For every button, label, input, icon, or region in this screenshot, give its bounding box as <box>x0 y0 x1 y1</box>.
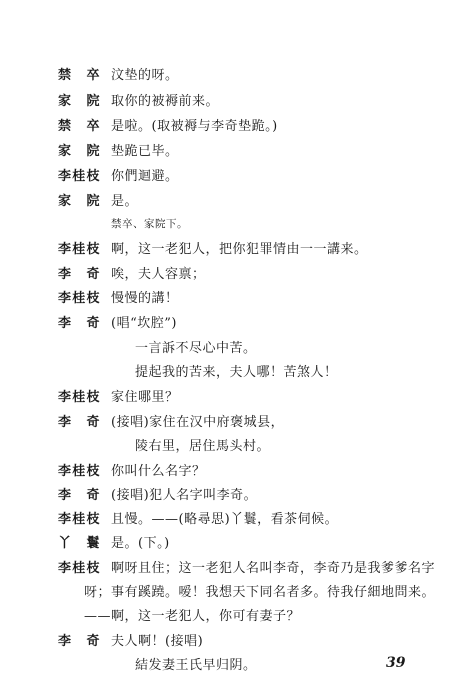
speaker-name: 家 院 <box>58 143 100 159</box>
dialogue-text: 啊，这一老犯人，把你犯罪情由一一講来。 <box>111 241 368 257</box>
dialogue-text: 是。(下。) <box>111 535 170 551</box>
dialogue-text: 你們迴避。 <box>111 168 179 184</box>
dialogue-text: (接唱)家住在汉中府褒城县， <box>111 414 285 430</box>
dialogue-text: 且慢。——(略尋思)丫鬟，看茶伺候。 <box>111 511 339 527</box>
speaker-name: 李桂枝 <box>58 463 100 479</box>
speaker-name: 李 奇 <box>58 487 100 503</box>
dialogue-text: 是。 <box>111 193 139 209</box>
speaker-name: 李 奇 <box>58 633 100 649</box>
page-number: 39 <box>386 655 406 671</box>
speaker-name: 李 奇 <box>58 315 100 331</box>
speaker-name: 李桂枝 <box>58 168 100 184</box>
speaker-name: 禁 卒 <box>58 67 100 83</box>
speaker-name: 李桂枝 <box>58 241 100 257</box>
speaker-name: 家 院 <box>58 93 100 109</box>
stage-direction-text: 禁卒、家院下。 <box>111 217 188 230</box>
dialogue-text: 夫人啊！(接唱) <box>111 633 204 649</box>
speaker-name: 李桂枝 <box>58 290 100 306</box>
speaker-name: 李 奇 <box>58 266 100 282</box>
speaker-name: 丫 鬟 <box>58 535 100 551</box>
speaker-name: 李桂枝 <box>58 389 100 405</box>
dialogue-text: 唉，夫人容禀； <box>111 266 206 282</box>
speaker-name: 李桂枝 <box>58 511 100 527</box>
verse-text: 提起我的苦来，夫人哪！苦煞人！ <box>135 364 338 380</box>
dialogue-text: (唱“坎腔”) <box>111 315 177 331</box>
dialogue-text: 汶垫的呀。 <box>111 67 179 83</box>
continuation-text: 呀；事有蹊蹺。嗳！我想天下同名者多。待我仔細地問来。 <box>84 584 436 600</box>
speaker-name: 李桂枝 <box>58 560 100 576</box>
dialogue-text: 家住哪里？ <box>111 389 179 405</box>
dialogue-text: 是啦。(取被褥与李奇垫跪。) <box>111 118 278 134</box>
dialogue-text: 垫跪已毕。 <box>111 143 179 159</box>
speaker-name: 禁 卒 <box>58 118 100 134</box>
dialogue-text: 你叫什么名字？ <box>111 463 206 479</box>
speaker-name: 家 院 <box>58 193 100 209</box>
verse-text: 陵右里，居住馬头村。 <box>135 438 271 454</box>
speaker-name: 李 奇 <box>58 414 100 430</box>
dialogue-text: 啊呀且住；这一老犯人名叫李奇，李奇乃是我爹爹名字 <box>111 560 436 576</box>
continuation-text: ——啊，这一老犯人，你可有妻子？ <box>84 608 301 624</box>
dialogue-text: (接唱)犯人名字叫李奇。 <box>111 487 258 503</box>
verse-text: 一言訴不尽心中苦。 <box>135 340 257 356</box>
dialogue-text: 取你的被褥前来。 <box>111 93 220 109</box>
verse-text: 結发妻王氏早归阴。 <box>135 657 257 673</box>
dialogue-text: 慢慢的講！ <box>111 290 179 306</box>
